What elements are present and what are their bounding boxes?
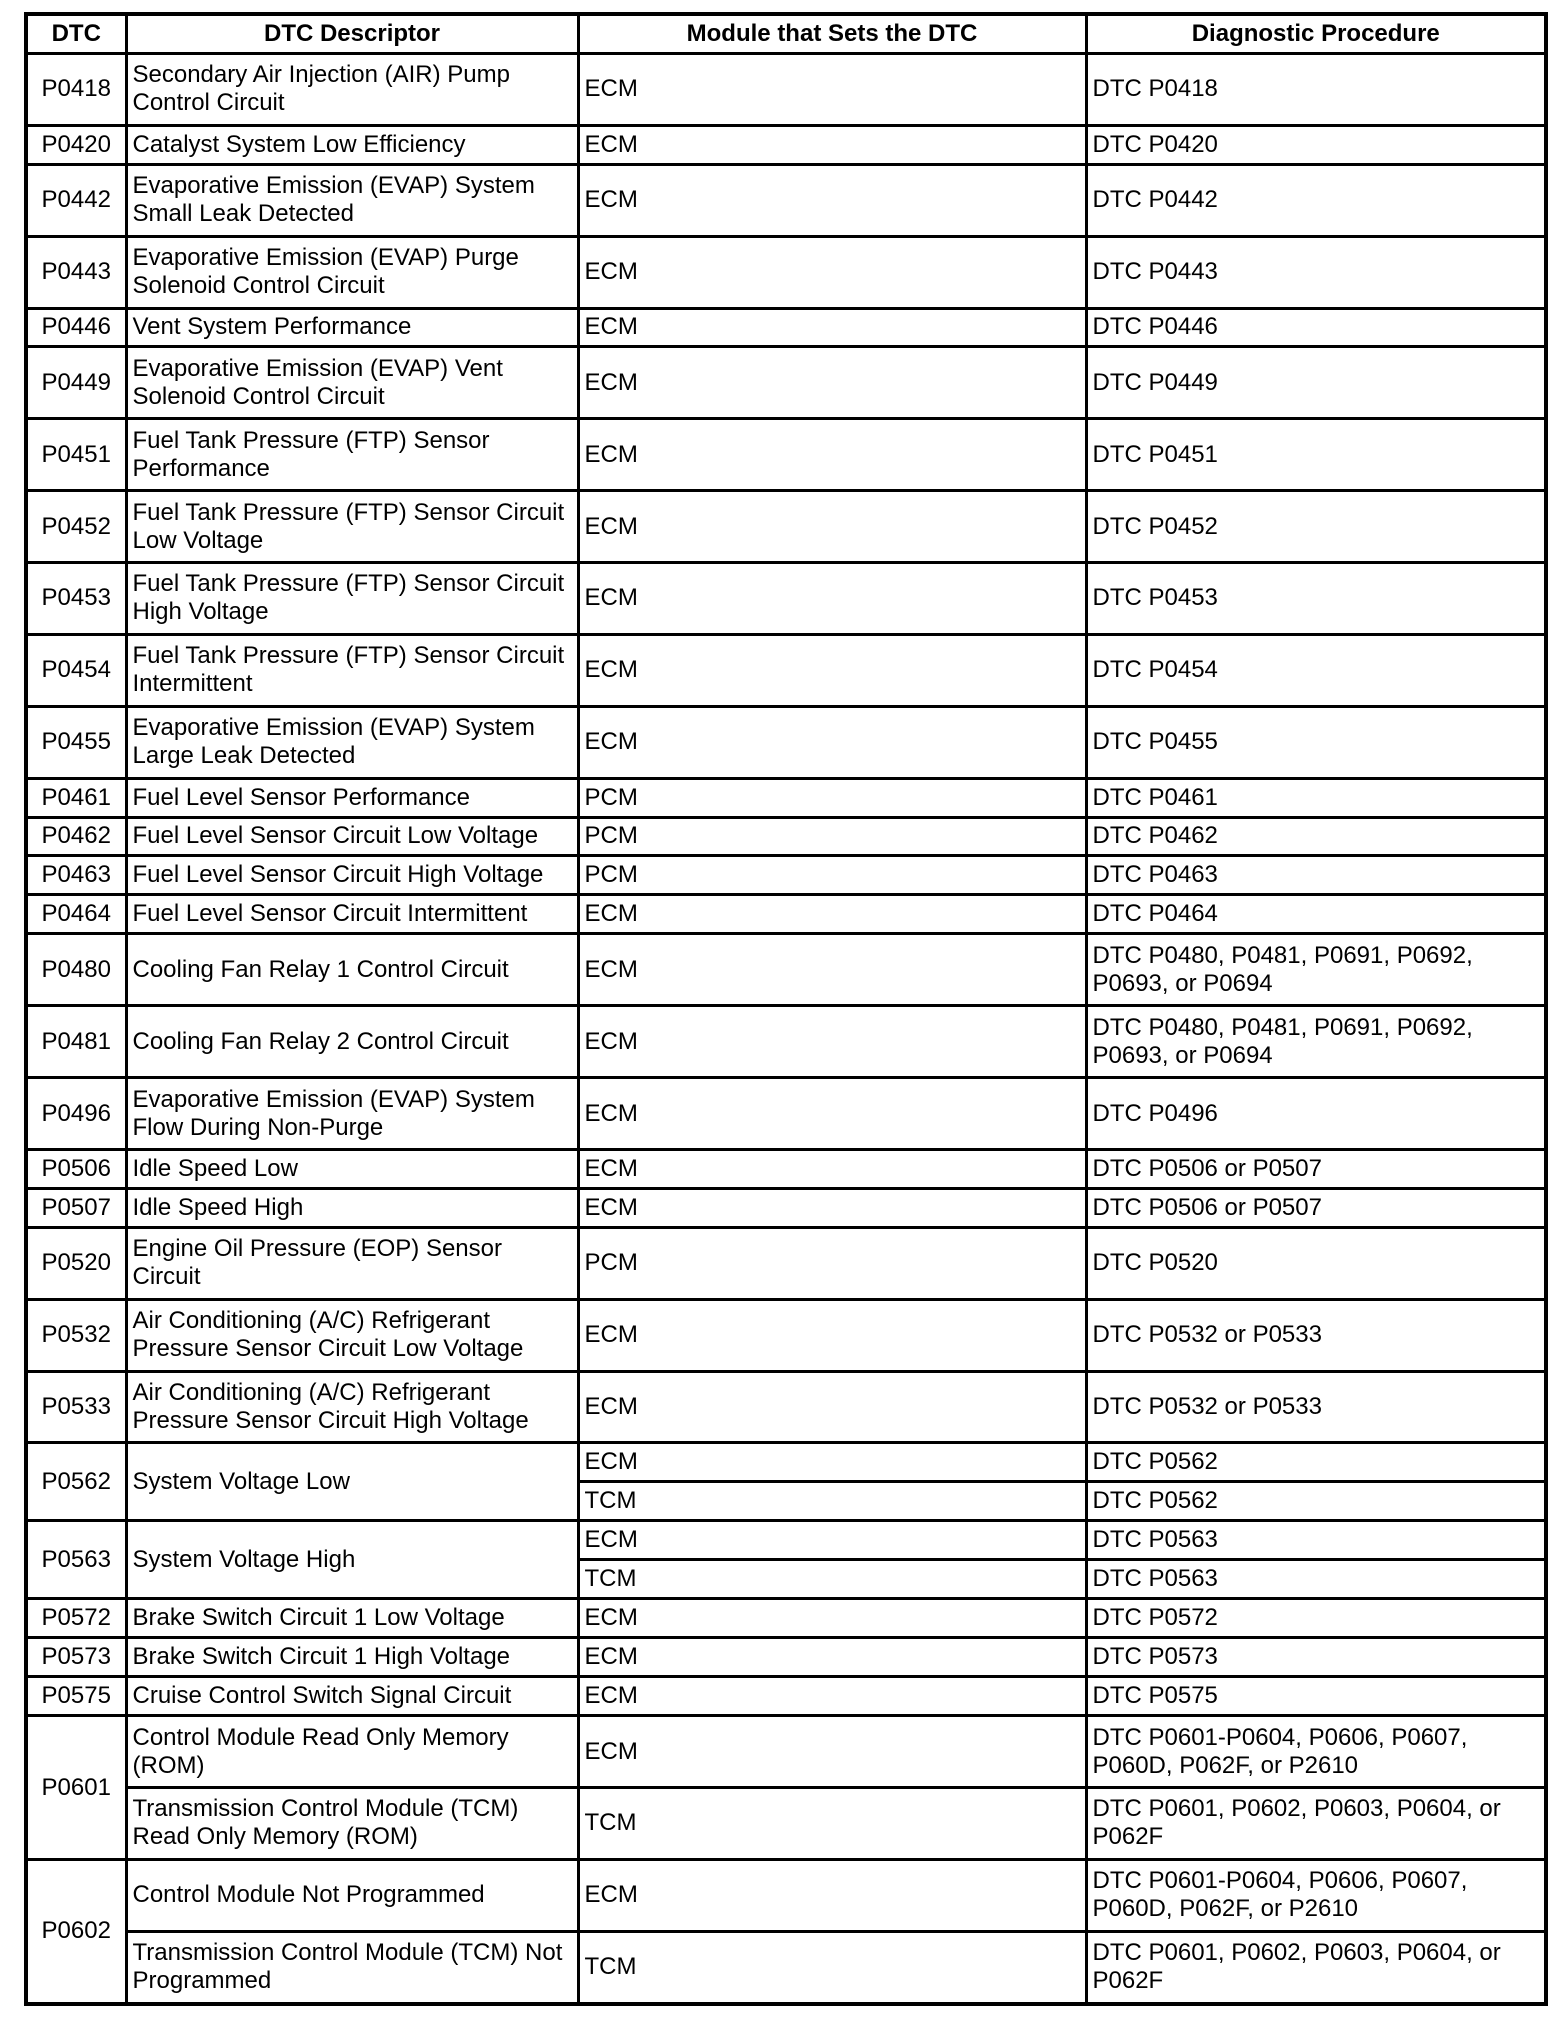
- procedure-cell: DTC P0601, P0602, P0603, P0604, or P062F: [1086, 1931, 1546, 2004]
- dtc-descriptor-cell: Cooling Fan Relay 2 Control Circuit: [126, 1006, 578, 1078]
- procedure-cell: DTC P0453: [1086, 563, 1546, 635]
- module-cell: ECM: [578, 1299, 1086, 1371]
- procedure-cell: DTC P0496: [1086, 1078, 1546, 1150]
- procedure-cell: DTC P0601, P0602, P0603, P0604, or P062F: [1086, 1788, 1546, 1860]
- dtc-code-cell: P0464: [26, 895, 126, 934]
- dtc-code-cell: P0572: [26, 1599, 126, 1638]
- table-row: [26, 1299, 1546, 1371]
- procedure-cell: DTC P0480, P0481, P0691, P0692, P0693, or P0694: [1086, 1006, 1546, 1078]
- dtc-code-cell: P0455: [26, 706, 126, 778]
- dtc-code-cell: P0480: [26, 934, 126, 1006]
- dtc-descriptor-cell: Fuel Level Sensor Circuit High Voltage: [126, 856, 578, 895]
- dtc-descriptor-cell: Evaporative Emission (EVAP) Purge Solenoid Control Circuit: [126, 236, 578, 308]
- table-row: [26, 778, 1546, 817]
- dtc-descriptor-cell: Fuel Tank Pressure (FTP) Sensor Performance: [126, 419, 578, 491]
- procedure-cell: DTC P0442: [1086, 164, 1546, 236]
- header-procedure: Diagnostic Procedure: [1086, 14, 1546, 54]
- dtc-code-cell: P0507: [26, 1188, 126, 1227]
- procedure-cell: DTC P0532 or P0533: [1086, 1299, 1546, 1371]
- table-row: [26, 1788, 1546, 1860]
- module-cell: ECM: [578, 1188, 1086, 1227]
- dtc-code-cell: P0506: [26, 1149, 126, 1188]
- procedure-cell: DTC P0443: [1086, 236, 1546, 308]
- procedure-cell: DTC P0562: [1086, 1482, 1546, 1521]
- dtc-code-cell: P0451: [26, 419, 126, 491]
- procedure-cell: DTC P0506 or P0507: [1086, 1149, 1546, 1188]
- dtc-code-cell: P0462: [26, 817, 126, 856]
- module-cell: PCM: [578, 817, 1086, 856]
- dtc-descriptor-cell: Air Conditioning (A/C) Refrigerant Pressure Sensor Circuit Low Voltage: [126, 1299, 578, 1371]
- dtc-descriptor-cell: Transmission Control Module (TCM) Not Programmed: [126, 1931, 578, 2004]
- dtc-code-cell: P0461: [26, 778, 126, 817]
- module-cell: ECM: [578, 563, 1086, 635]
- module-cell: PCM: [578, 856, 1086, 895]
- module-cell: ECM: [578, 1149, 1086, 1188]
- dtc-code-cell: P0442: [26, 164, 126, 236]
- table-row: [26, 563, 1546, 635]
- procedure-cell: DTC P0575: [1086, 1677, 1546, 1716]
- header-row: [26, 14, 1546, 54]
- procedure-cell: DTC P0461: [1086, 778, 1546, 817]
- table-row: [26, 1931, 1546, 2004]
- dtc-descriptor-cell: Evaporative Emission (EVAP) System Small Leak Detected: [126, 164, 578, 236]
- module-cell: ECM: [578, 125, 1086, 164]
- module-cell: ECM: [578, 164, 1086, 236]
- module-cell: ECM: [578, 347, 1086, 419]
- module-cell: PCM: [578, 1227, 1086, 1299]
- table-row: [26, 895, 1546, 934]
- table-body: [26, 54, 1546, 2005]
- table-row: [26, 1149, 1546, 1188]
- procedure-cell: DTC P0454: [1086, 634, 1546, 706]
- procedure-cell: DTC P0506 or P0507: [1086, 1188, 1546, 1227]
- procedure-cell: DTC P0418: [1086, 54, 1546, 126]
- dtc-code-cell: P0573: [26, 1638, 126, 1677]
- module-cell: ECM: [578, 419, 1086, 491]
- table-row: [26, 1521, 1546, 1560]
- dtc-descriptor-cell: Cooling Fan Relay 1 Control Circuit: [126, 934, 578, 1006]
- module-cell: ECM: [578, 1638, 1086, 1677]
- dtc-descriptor-cell: Air Conditioning (A/C) Refrigerant Pressure Sensor Circuit High Voltage: [126, 1371, 578, 1443]
- dtc-code-cell: P0520: [26, 1227, 126, 1299]
- procedure-cell: DTC P0572: [1086, 1599, 1546, 1638]
- module-cell: ECM: [578, 1677, 1086, 1716]
- table-row: [26, 1188, 1546, 1227]
- dtc-descriptor-cell: Control Module Read Only Memory (ROM): [126, 1716, 578, 1788]
- module-cell: ECM: [578, 1716, 1086, 1788]
- table-row: [26, 1677, 1546, 1716]
- module-cell: ECM: [578, 491, 1086, 563]
- procedure-cell: DTC P0420: [1086, 125, 1546, 164]
- table-row: [26, 1006, 1546, 1078]
- table-row: [26, 54, 1546, 126]
- dtc-code-cell: P0449: [26, 347, 126, 419]
- procedure-cell: DTC P0464: [1086, 895, 1546, 934]
- module-cell: ECM: [578, 1859, 1086, 1931]
- dtc-descriptor-cell: Brake Switch Circuit 1 High Voltage: [126, 1638, 578, 1677]
- table-row: [26, 817, 1546, 856]
- dtc-code-cell: P0420: [26, 125, 126, 164]
- module-cell: TCM: [578, 1560, 1086, 1599]
- dtc-descriptor-cell: Fuel Level Sensor Circuit Intermittent: [126, 895, 578, 934]
- dtc-descriptor-cell: Control Module Not Programmed: [126, 1859, 578, 1931]
- procedure-cell: DTC P0562: [1086, 1443, 1546, 1482]
- module-cell: TCM: [578, 1931, 1086, 2004]
- dtc-descriptor-cell: System Voltage High: [126, 1521, 578, 1599]
- module-cell: TCM: [578, 1788, 1086, 1860]
- table-row: [26, 164, 1546, 236]
- procedure-cell: DTC P0563: [1086, 1521, 1546, 1560]
- table-row: [26, 1716, 1546, 1788]
- module-cell: ECM: [578, 1521, 1086, 1560]
- dtc-descriptor-cell: Vent System Performance: [126, 308, 578, 347]
- header-descriptor: DTC Descriptor: [126, 14, 578, 54]
- dtc-code-cell: P0533: [26, 1371, 126, 1443]
- module-cell: ECM: [578, 1443, 1086, 1482]
- procedure-cell: DTC P0601-P0604, P0606, P0607, P060D, P062F, or P2610: [1086, 1859, 1546, 1931]
- dtc-descriptor-cell: Secondary Air Injection (AIR) Pump Control Circuit: [126, 54, 578, 126]
- dtc-code-cell: P0452: [26, 491, 126, 563]
- dtc-table: [24, 12, 1548, 2006]
- dtc-descriptor-cell: Brake Switch Circuit 1 Low Voltage: [126, 1599, 578, 1638]
- dtc-descriptor-cell: Transmission Control Module (TCM) Read Only Memory (ROM): [126, 1788, 578, 1860]
- dtc-code-cell: P0563: [26, 1521, 126, 1599]
- procedure-cell: DTC P0455: [1086, 706, 1546, 778]
- dtc-descriptor-cell: Idle Speed Low: [126, 1149, 578, 1188]
- module-cell: ECM: [578, 236, 1086, 308]
- table-row: [26, 1859, 1546, 1931]
- dtc-descriptor-cell: Idle Speed High: [126, 1188, 578, 1227]
- module-cell: ECM: [578, 308, 1086, 347]
- procedure-cell: DTC P0520: [1086, 1227, 1546, 1299]
- procedure-cell: DTC P0573: [1086, 1638, 1546, 1677]
- table-row: [26, 1638, 1546, 1677]
- dtc-code-cell: P0463: [26, 856, 126, 895]
- procedure-cell: DTC P0452: [1086, 491, 1546, 563]
- table-row: [26, 856, 1546, 895]
- header-module: Module that Sets the DTC: [578, 14, 1086, 54]
- procedure-cell: DTC P0480, P0481, P0691, P0692, P0693, or P0694: [1086, 934, 1546, 1006]
- dtc-descriptor-cell: System Voltage Low: [126, 1443, 578, 1521]
- table-row: [26, 236, 1546, 308]
- procedure-cell: DTC P0463: [1086, 856, 1546, 895]
- dtc-code-cell: P0575: [26, 1677, 126, 1716]
- module-cell: ECM: [578, 1371, 1086, 1443]
- dtc-descriptor-cell: Fuel Tank Pressure (FTP) Sensor Circuit Intermittent: [126, 634, 578, 706]
- module-cell: ECM: [578, 634, 1086, 706]
- table-row: [26, 308, 1546, 347]
- table-row: [26, 1078, 1546, 1150]
- table-row: [26, 1371, 1546, 1443]
- module-cell: ECM: [578, 1006, 1086, 1078]
- dtc-code-cell: P0532: [26, 1299, 126, 1371]
- table-row: [26, 1443, 1546, 1482]
- module-cell: ECM: [578, 54, 1086, 126]
- dtc-code-cell: P0418: [26, 54, 126, 126]
- procedure-cell: DTC P0563: [1086, 1560, 1546, 1599]
- dtc-code-cell: P0443: [26, 236, 126, 308]
- dtc-code-cell: P0446: [26, 308, 126, 347]
- module-cell: ECM: [578, 1599, 1086, 1638]
- dtc-code-cell: P0601: [26, 1716, 126, 1860]
- table-row: [26, 347, 1546, 419]
- module-cell: ECM: [578, 1078, 1086, 1150]
- procedure-cell: DTC P0532 or P0533: [1086, 1371, 1546, 1443]
- table-row: [26, 634, 1546, 706]
- dtc-code-cell: P0562: [26, 1443, 126, 1521]
- header-dtc: DTC: [26, 14, 126, 54]
- dtc-descriptor-cell: Cruise Control Switch Signal Circuit: [126, 1677, 578, 1716]
- dtc-code-cell: P0496: [26, 1078, 126, 1150]
- table-row: [26, 934, 1546, 1006]
- table-row: [26, 706, 1546, 778]
- module-cell: ECM: [578, 934, 1086, 1006]
- dtc-descriptor-cell: Fuel Level Sensor Circuit Low Voltage: [126, 817, 578, 856]
- table-row: [26, 125, 1546, 164]
- procedure-cell: DTC P0451: [1086, 419, 1546, 491]
- dtc-code-cell: P0453: [26, 563, 126, 635]
- table-row: [26, 1227, 1546, 1299]
- procedure-cell: DTC P0462: [1086, 817, 1546, 856]
- procedure-cell: DTC P0449: [1086, 347, 1546, 419]
- dtc-descriptor-cell: Evaporative Emission (EVAP) System Large Leak Detected: [126, 706, 578, 778]
- dtc-descriptor-cell: Fuel Tank Pressure (FTP) Sensor Circuit High Voltage: [126, 563, 578, 635]
- dtc-code-cell: P0481: [26, 1006, 126, 1078]
- dtc-descriptor-cell: Catalyst System Low Efficiency: [126, 125, 578, 164]
- table-row: [26, 491, 1546, 563]
- dtc-code-cell: P0454: [26, 634, 126, 706]
- module-cell: ECM: [578, 706, 1086, 778]
- dtc-descriptor-cell: Evaporative Emission (EVAP) Vent Solenoid Control Circuit: [126, 347, 578, 419]
- dtc-descriptor-cell: Fuel Level Sensor Performance: [126, 778, 578, 817]
- table-row: [26, 419, 1546, 491]
- dtc-descriptor-cell: Engine Oil Pressure (EOP) Sensor Circuit: [126, 1227, 578, 1299]
- dtc-descriptor-cell: Evaporative Emission (EVAP) System Flow During Non-Purge: [126, 1078, 578, 1150]
- procedure-cell: DTC P0601-P0604, P0606, P0607, P060D, P062F, or P2610: [1086, 1716, 1546, 1788]
- procedure-cell: DTC P0446: [1086, 308, 1546, 347]
- table-header: [26, 14, 1546, 54]
- dtc-code-cell: P0602: [26, 1859, 126, 2004]
- module-cell: TCM: [578, 1482, 1086, 1521]
- table-row: [26, 1599, 1546, 1638]
- dtc-descriptor-cell: Fuel Tank Pressure (FTP) Sensor Circuit Low Voltage: [126, 491, 578, 563]
- module-cell: ECM: [578, 895, 1086, 934]
- module-cell: PCM: [578, 778, 1086, 817]
